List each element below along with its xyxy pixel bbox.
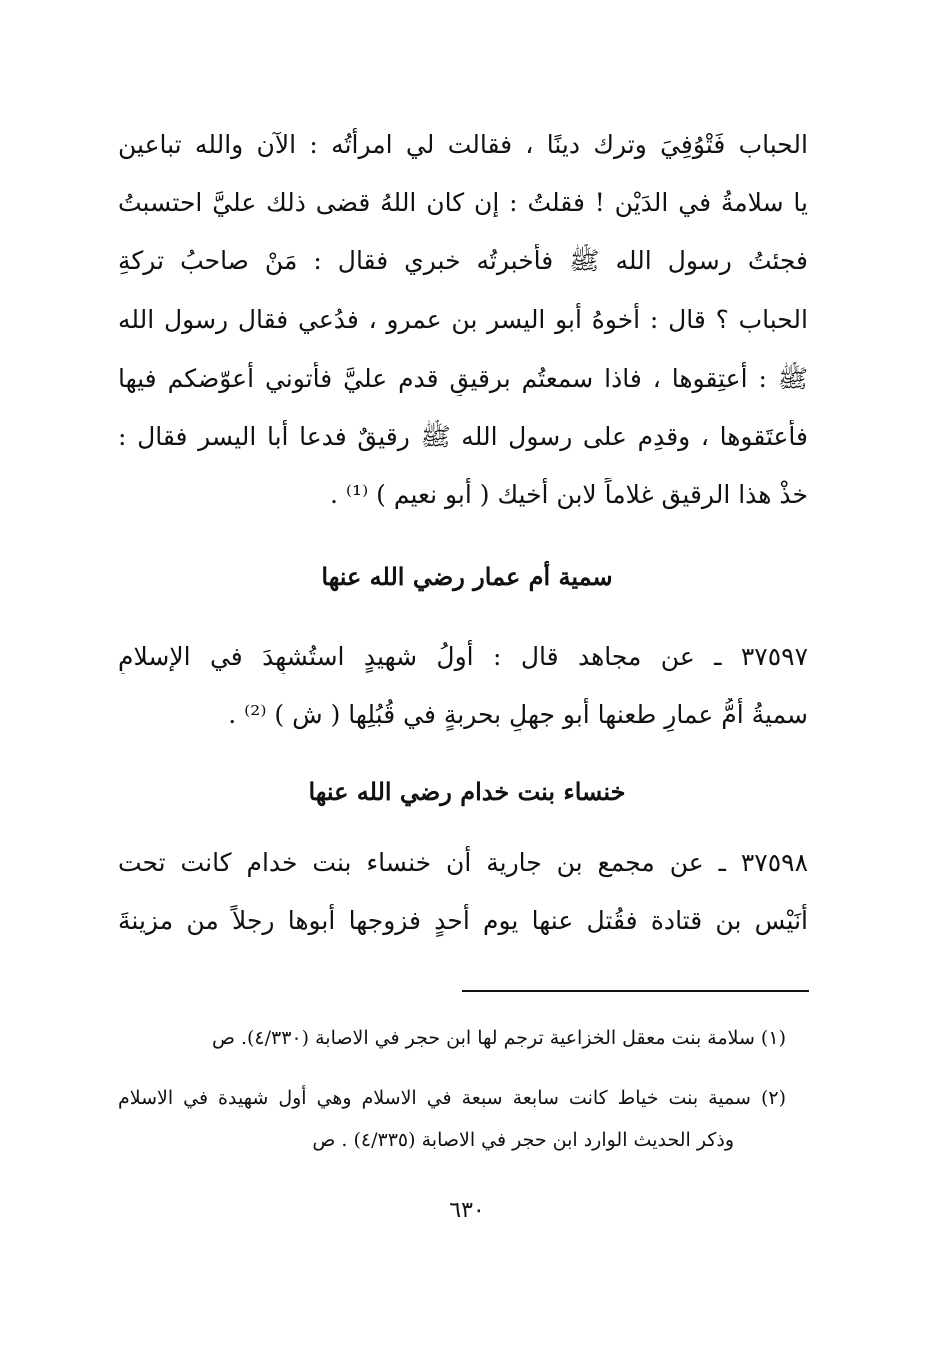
page-number: ٦٣٠	[449, 1198, 485, 1223]
body-line: الحباب فَتْوُفِيَ وترك دينًا ، فقالت لي امرأتُه : الآن والله تباعين	[118, 130, 808, 159]
footnote: (٢) سمية بنت خياط كانت سابعة سبعة في الاسلام وهي أول شهيدة في الاسلام	[118, 1087, 786, 1109]
body-line: الحباب ؟ قال : أخوهُ أبو اليسر بن عمرو ، فدُعي فقال رسول الله	[118, 305, 808, 334]
section-heading: خنساء بنت خدام رضي الله عنها	[308, 777, 626, 806]
entry-line: ٣٧٥٩٨ ـ عن مجمع بن جارية أن خنساء بنت خدام كانت تحت	[118, 848, 808, 877]
footnote: (١) سلامة بنت معقل الخزاعية ترجم لها ابن حجر في الاصابة (٤/٣٣٠). ص	[211, 1027, 786, 1049]
body-line: ﷺ : أعتِقوها ، فاذا سمعتُم برقيقٍ قدم عليَّ فأتوني أعوّضكم فيها	[118, 364, 808, 393]
body-line: خذْ هذا الرقيق غلاماً لابن أخيك ( أبو نعيم ) ⁽¹⁾ .	[329, 480, 808, 509]
body-line: فأعتَقوها ، وقدِم على رسول الله ﷺ رقيقٌ فدعا أبا اليسر فقال :	[118, 422, 808, 451]
section-heading: سمية أم عمار رضي الله عنها	[321, 562, 613, 591]
entry-line: أُنَيْس بن قتادة فقُتل عنها يوم أحدٍ فزوجها أبوها رجلاً من مزينةَ	[118, 906, 808, 935]
entry-line: ٣٧٥٩٧ ـ عن مجاهد قال : أولُ شهيدٍ استُشهِدَ في الإسلامِ	[118, 642, 808, 671]
footnote-continuation: وذكر الحديث الوارد ابن حجر في الاصابة (٤/٣٣٥) . ص	[312, 1129, 734, 1151]
body-line: يا سلامةُ في الدَيْن ! فقلتُ : إن كان اللهُ قضى ذلك عليَّ احتسبتُ	[118, 188, 808, 217]
entry-line: سميةُ أمُّ عمارٍ طعنها أبو جهلٍ بحربةٍ في قُبُلِها ( ش ) ⁽²⁾ .	[228, 700, 808, 729]
body-line: فجئتُ رسول الله ﷺ فأخبرتُه خبري فقال : مَنْ صاحبُ تركةِ	[118, 246, 808, 275]
footnote-separator	[462, 990, 809, 992]
